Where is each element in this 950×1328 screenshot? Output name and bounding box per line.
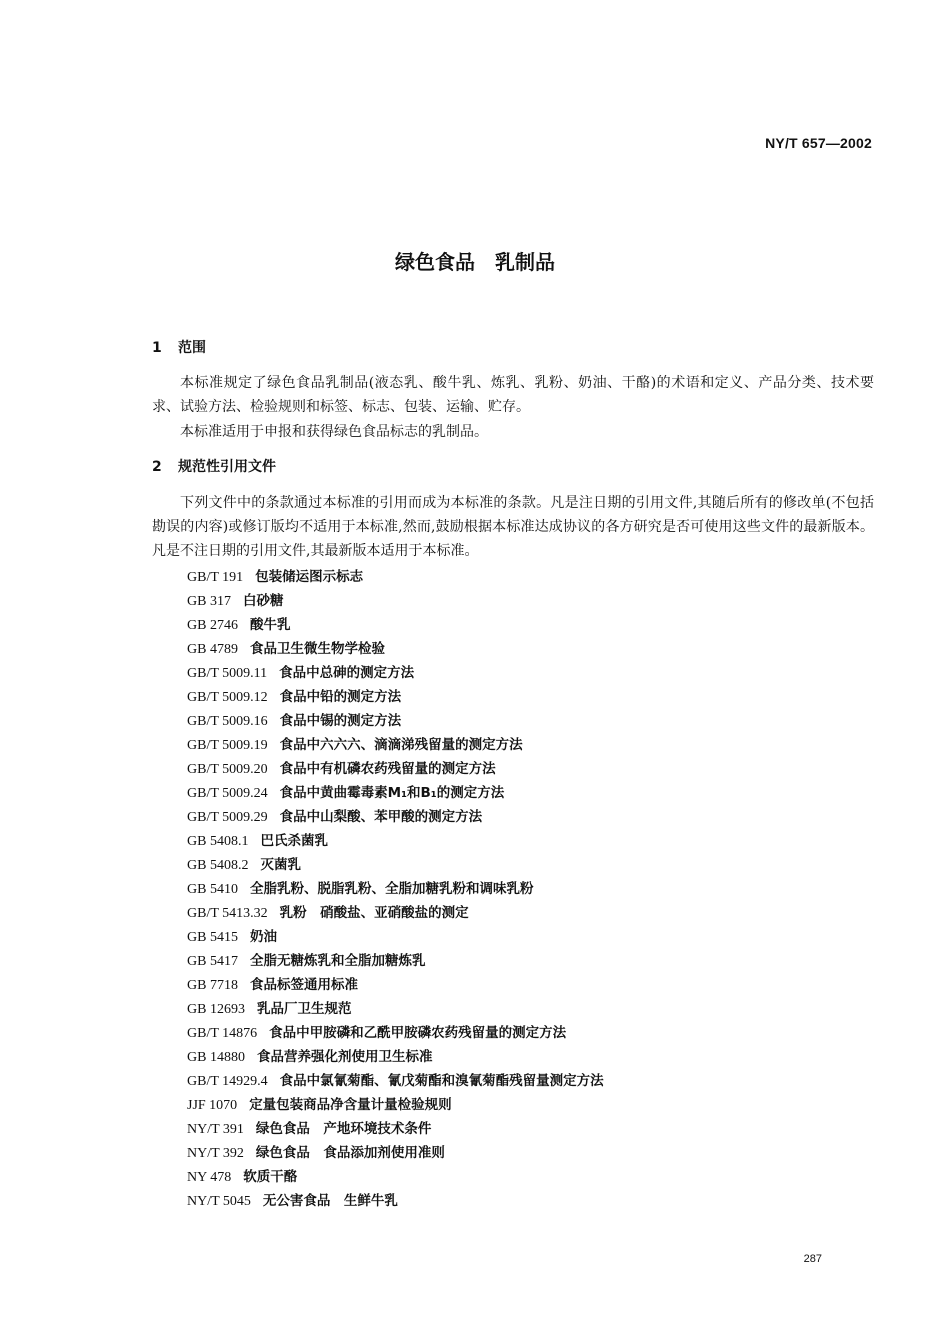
reference-code: GB/T 5009.11 <box>187 666 268 681</box>
reference-name: 绿色食品 食品添加剂使用准则 <box>255 1145 445 1161</box>
reference-code: GB 4789 <box>187 642 238 657</box>
section-1-paragraph: 本标准适用于申报和获得绿色食品标志的乳制品。 <box>180 424 488 440</box>
reference-code: GB 317 <box>187 594 231 609</box>
reference-name: 白砂糖 <box>242 593 284 609</box>
reference-item <box>187 853 604 877</box>
section-1-paragraph: 本标准规定了绿色食品乳制品(液态乳、酸牛乳、炼乳、乳粉、奶油、干酪)的术语和定义、产品分类、技术要求、试验方法、检验规则和标签、标志、包装、运输、贮存。 <box>152 375 874 415</box>
reference-name: 食品中总砷的测定方法 <box>279 665 415 681</box>
reference-code: GB/T 14929.4 <box>187 1074 268 1089</box>
reference-name: 食品营养强化剂使用卫生标准 <box>256 1049 433 1065</box>
reference-item <box>187 1045 604 1069</box>
reference-code: GB/T 5413.32 <box>187 906 268 921</box>
section-2-heading <box>152 456 276 476</box>
reference-item <box>187 877 604 901</box>
reference-item <box>187 1189 604 1213</box>
reference-item <box>187 589 604 613</box>
reference-item <box>187 1021 604 1045</box>
reference-name: 乳品厂卫生规范 <box>256 1001 352 1017</box>
reference-item <box>187 973 604 997</box>
document-title: 绿色食品 乳制品 <box>395 250 555 274</box>
reference-list <box>187 565 604 1213</box>
reference-code: NY/T 5045 <box>187 1194 251 1209</box>
reference-item <box>187 1141 604 1165</box>
reference-code: GB 5410 <box>187 882 238 897</box>
reference-name: 食品中铅的测定方法 <box>279 689 402 705</box>
reference-code: GB 14880 <box>187 1050 245 1065</box>
reference-code: GB 5417 <box>187 954 238 969</box>
reference-code: GB/T 5009.29 <box>187 810 268 825</box>
reference-item <box>187 685 604 709</box>
reference-item <box>187 901 604 925</box>
reference-item <box>187 829 604 853</box>
reference-code: GB/T 5009.20 <box>187 762 268 777</box>
section-number: 1 <box>152 340 162 356</box>
reference-name: 绿色食品 产地环境技术条件 <box>255 1121 432 1137</box>
reference-name: 包装储运图示标志 <box>255 569 364 585</box>
reference-name: 食品卫生微生物学检验 <box>249 641 385 657</box>
reference-code: GB 5408.2 <box>187 858 249 873</box>
reference-item <box>187 637 604 661</box>
reference-name: 灭菌乳 <box>260 857 301 873</box>
reference-name: 食品中锡的测定方法 <box>279 713 402 729</box>
reference-item <box>187 1165 604 1189</box>
section-number: 2 <box>152 459 162 475</box>
reference-item <box>187 757 604 781</box>
reference-item <box>187 925 604 949</box>
reference-code: NY/T 391 <box>187 1122 244 1137</box>
reference-item <box>187 997 604 1021</box>
reference-name: 食品中甲胺磷和乙酰甲胺磷农药残留量的测定方法 <box>269 1025 567 1041</box>
reference-name: 全脂乳粉、脱脂乳粉、全脂加糖乳粉和调味乳粉 <box>249 881 534 897</box>
reference-code: GB/T 5009.19 <box>187 738 268 753</box>
reference-name: 食品中六六六、滴滴涕残留量的测定方法 <box>279 737 523 753</box>
page-number: 287 <box>803 1253 822 1265</box>
reference-item <box>187 733 604 757</box>
reference-item <box>187 1069 604 1093</box>
reference-name: 食品标签通用标准 <box>249 977 358 993</box>
reference-item <box>187 709 604 733</box>
reference-item <box>187 613 604 637</box>
reference-name: 食品中有机磷农药残留量的测定方法 <box>279 761 496 777</box>
reference-item <box>187 1093 604 1117</box>
reference-item <box>187 565 604 589</box>
reference-name: 食品中氯氰菊酯、氰戊菊酯和溴氰菊酯残留量测定方法 <box>279 1073 604 1089</box>
reference-item <box>187 661 604 685</box>
reference-name: 定量包装商品净含量计量检验规则 <box>249 1097 452 1113</box>
reference-code: GB 7718 <box>187 978 238 993</box>
reference-name: 无公害食品 生鲜牛乳 <box>262 1193 398 1209</box>
section-2-paragraph: 下列文件中的条款通过本标准的引用而成为本标准的条款。凡是注日期的引用文件,其随后所有的修改单(不包括勘误的内容)或修订版均不适用于本标准,然而,鼓励根据本标准达成协议的各方研究是否可使用这些文件的最新版本。凡是不注日期的引用文件,其最新版本适用于本标准。 <box>152 495 874 559</box>
section-1-heading <box>152 337 206 357</box>
reference-name: 全脂无糖炼乳和全脂加糖炼乳 <box>249 953 426 969</box>
reference-name: 乳粉 硝酸盐、亚硝酸盐的测定 <box>279 905 469 921</box>
reference-name: 软质干酪 <box>243 1169 298 1185</box>
reference-item <box>187 781 604 805</box>
reference-code: NY 478 <box>187 1170 232 1185</box>
reference-code: GB/T 191 <box>187 570 244 585</box>
reference-item <box>187 805 604 829</box>
reference-name: 奶油 <box>249 929 277 945</box>
reference-code: GB/T 5009.12 <box>187 690 268 705</box>
reference-code: JJF 1070 <box>187 1098 238 1113</box>
section-title: 规范性引用文件 <box>178 459 276 475</box>
reference-code: GB 5415 <box>187 930 238 945</box>
standard-code: NY/T 657—2002 <box>765 135 872 151</box>
reference-code: GB/T 5009.24 <box>187 786 268 801</box>
reference-name: 巴氏杀菌乳 <box>260 833 328 849</box>
reference-item <box>187 949 604 973</box>
reference-name: 食品中山梨酸、苯甲酸的测定方法 <box>279 809 483 825</box>
reference-code: GB/T 14876 <box>187 1026 258 1041</box>
reference-code: NY/T 392 <box>187 1146 244 1161</box>
reference-code: GB/T 5009.16 <box>187 714 268 729</box>
section-title: 范围 <box>178 340 206 356</box>
reference-code: GB 12693 <box>187 1002 245 1017</box>
reference-code: GB 2746 <box>187 618 238 633</box>
reference-name: 酸牛乳 <box>249 617 291 633</box>
reference-name: 食品中黄曲霉毒素M₁和B₁的测定方法 <box>279 785 505 801</box>
reference-item <box>187 1117 604 1141</box>
reference-code: GB 5408.1 <box>187 834 249 849</box>
